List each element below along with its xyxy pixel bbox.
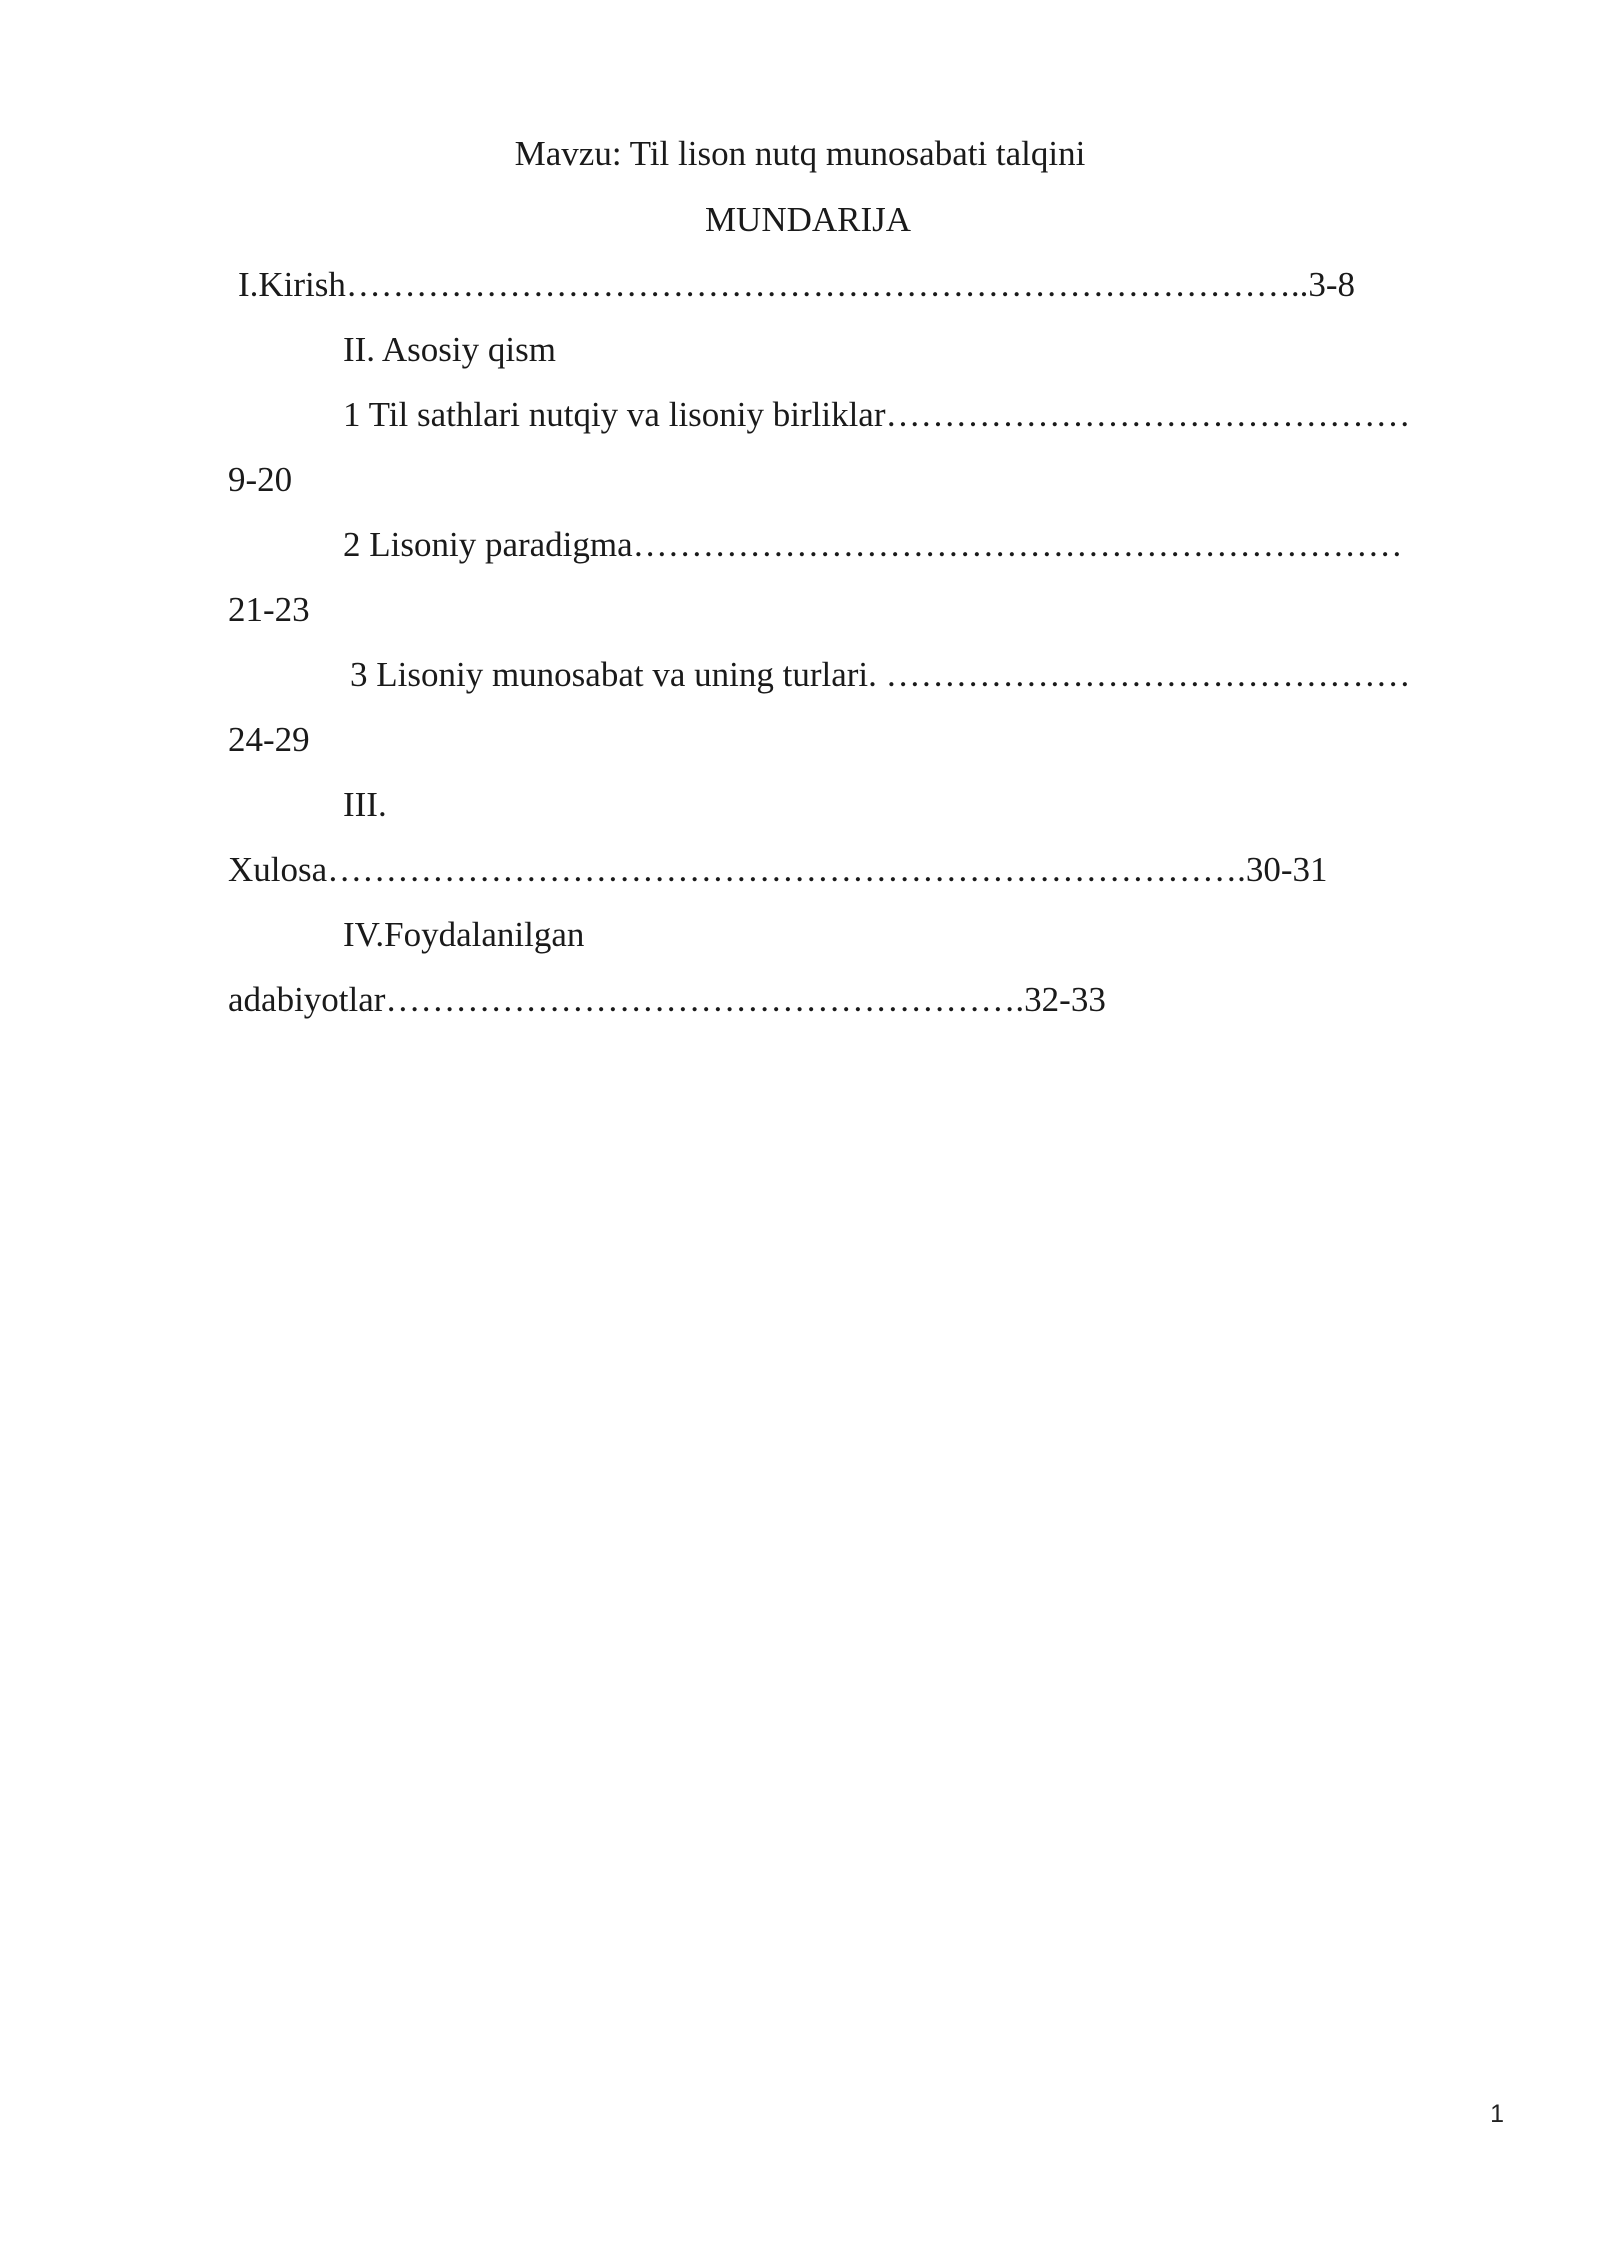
toc-section-foydalanilgan: IV.Foydalanilgan bbox=[343, 915, 585, 954]
toc-section-asosiy-qism: II. Asosiy qism bbox=[343, 330, 556, 369]
toc-entry-lisoniy-munosabat: 3 Lisoniy munosabat va uning turlari. ……………………………………… bbox=[350, 655, 1411, 694]
toc-entry-adabiyotlar: adabiyotlar……………………………………………….32-33 bbox=[228, 980, 1106, 1019]
toc-heading: MUNDARIJA bbox=[704, 200, 912, 239]
toc-entry-lisoniy-paradigma-pages: 21-23 bbox=[228, 590, 310, 629]
toc-entry-lisoniy-paradigma: 2 Lisoniy paradigma………………………………………………………… bbox=[343, 525, 1403, 564]
toc-entry-til-sathlari: 1 Til sathlari nutqiy va lisoniy birliklar……………………………………… bbox=[343, 395, 1411, 434]
toc-entry-lisoniy-munosabat-pages: 24-29 bbox=[228, 720, 310, 759]
toc-entry-til-sathlari-pages: 9-20 bbox=[228, 460, 293, 499]
toc-entry-kirish: I.Kirish………………………………………………………………………..3-8 bbox=[238, 265, 1356, 304]
toc-entry-xulosa: Xulosa…………………………………………………………………….30-31 bbox=[228, 850, 1328, 889]
page-number: 1 bbox=[1490, 2100, 1504, 2128]
topic-title: Mavzu: Til lison nutq munosabati talqini bbox=[514, 134, 1086, 173]
toc-section-xulosa-number: III. bbox=[343, 785, 387, 824]
